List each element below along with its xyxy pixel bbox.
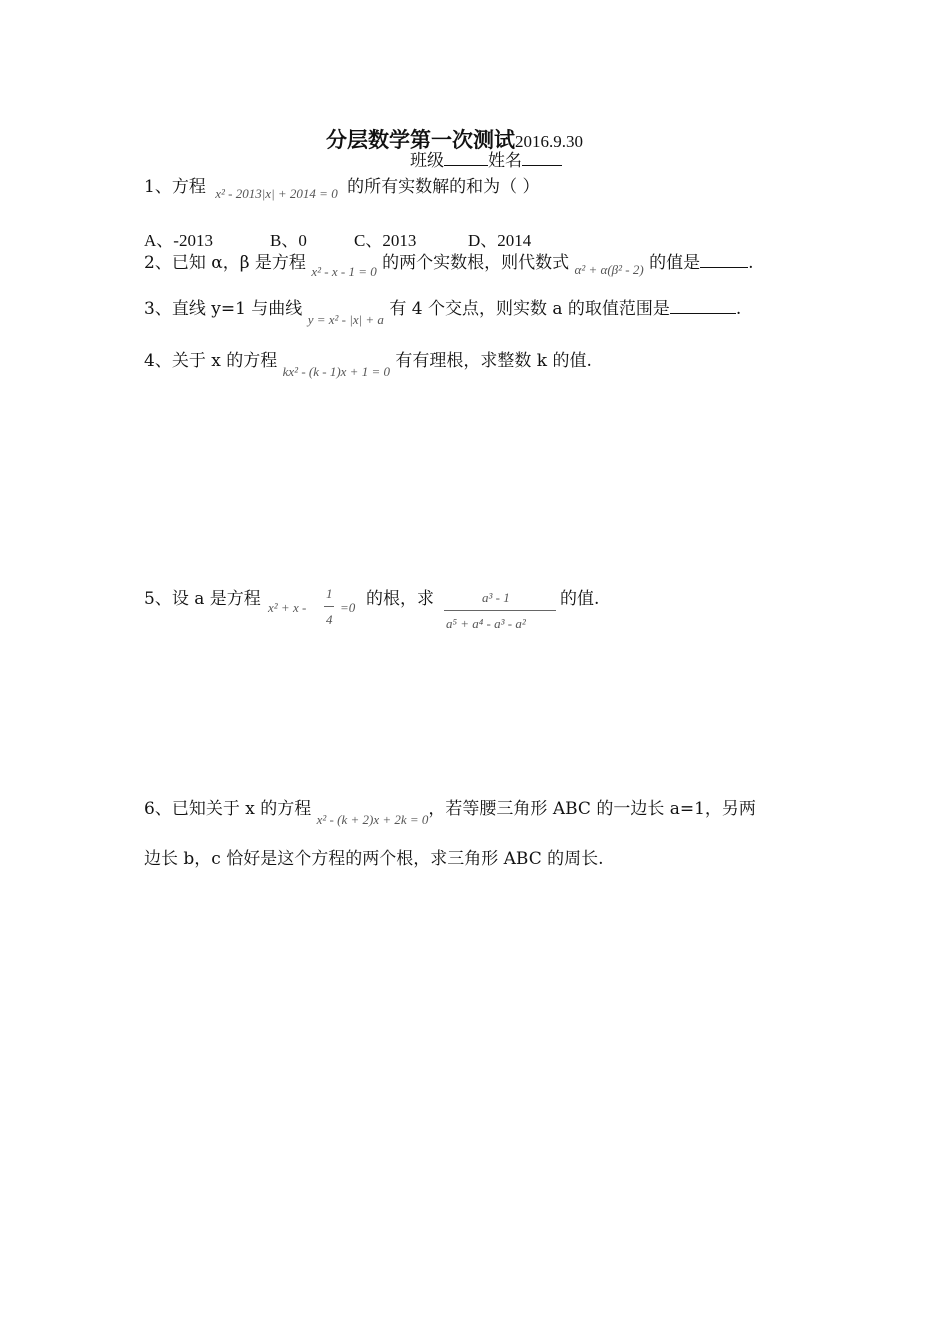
class-label: 班级 bbox=[410, 151, 444, 171]
q2-answer-blank bbox=[700, 253, 748, 268]
class-name-line bbox=[410, 150, 562, 172]
question-3 bbox=[144, 298, 742, 327]
question-6 bbox=[144, 798, 756, 827]
q3-suffix: 有 4 个交点，则实数 a 的取值范围是 bbox=[389, 299, 670, 319]
q3-equation: y = x² - |x| + a bbox=[307, 312, 384, 327]
q5-fraction-denominator: a⁵ + a⁴ - a³ - a² bbox=[446, 616, 526, 631]
q5-eq-right: =0 bbox=[340, 600, 356, 615]
q2-end: . bbox=[748, 253, 754, 273]
q2-prefix: 2、已知 α，β 是方程 bbox=[144, 253, 306, 273]
class-blank bbox=[444, 151, 488, 166]
q6-suffix: ，若等腰三角形 ABC 的一边长 a=1，另两 bbox=[428, 799, 756, 819]
q2-equation: x² - x - 1 = 0 bbox=[311, 264, 377, 279]
question-1 bbox=[144, 176, 540, 199]
q1-prefix: 1、方程 bbox=[144, 177, 206, 197]
q1-option-d: D、2014 bbox=[468, 231, 532, 250]
q1-suffix: 的所有实数解的和为（ ） bbox=[347, 177, 540, 197]
q1-option-c: C、2013 bbox=[354, 231, 417, 250]
name-label: 姓名 bbox=[488, 151, 522, 171]
name-blank bbox=[522, 151, 562, 166]
question-2 bbox=[144, 252, 754, 279]
q5-fraction-numerator: a³ - 1 bbox=[482, 590, 510, 605]
q1-option-b: B、0 bbox=[270, 231, 307, 250]
q5-fraction-bar bbox=[444, 610, 556, 611]
q5-eq-numerator: 1 bbox=[326, 586, 333, 601]
q5-eq-left: x² + x - bbox=[268, 600, 307, 615]
q5-suffix: 的值. bbox=[560, 589, 600, 609]
q6-prefix: 6、已知关于 x 的方程 bbox=[144, 799, 312, 819]
q4-suffix: 有有理根，求整数 k 的值. bbox=[395, 351, 592, 371]
test-date: 2016.9.30 bbox=[515, 132, 583, 151]
q5-mid: 的根，求 bbox=[366, 589, 434, 609]
q3-answer-blank bbox=[670, 299, 736, 314]
q6-line-2: 边长 b，c 恰好是这个方程的两个根，求三角形 ABC 的周长. bbox=[144, 849, 604, 869]
q1-option-a: A、-2013 bbox=[144, 231, 213, 250]
q4-prefix: 4、关于 x 的方程 bbox=[144, 351, 278, 371]
q5-eq-fraction-bar bbox=[324, 606, 334, 607]
q2-expression: α² + α(β² - 2) bbox=[574, 262, 644, 277]
q5-eq-denominator: 4 bbox=[326, 612, 333, 627]
q1-equation: x² - 2013|x| + 2014 = 0 bbox=[215, 186, 338, 201]
q2-suffix: 的值是 bbox=[649, 253, 701, 273]
q2-mid: 的两个实数根，则代数式 bbox=[382, 253, 570, 273]
question-4 bbox=[144, 350, 592, 379]
q4-equation: kx² - (k - 1)x + 1 = 0 bbox=[282, 364, 390, 379]
q5-prefix: 5、设 a 是方程 bbox=[144, 589, 261, 609]
q6-equation: x² - (k + 2)x + 2k = 0 bbox=[316, 812, 429, 827]
q3-prefix: 3、直线 y=1 与曲线 bbox=[144, 299, 303, 319]
page-title: 分层数学第一次测试 bbox=[326, 127, 515, 152]
q3-end: . bbox=[735, 299, 742, 319]
